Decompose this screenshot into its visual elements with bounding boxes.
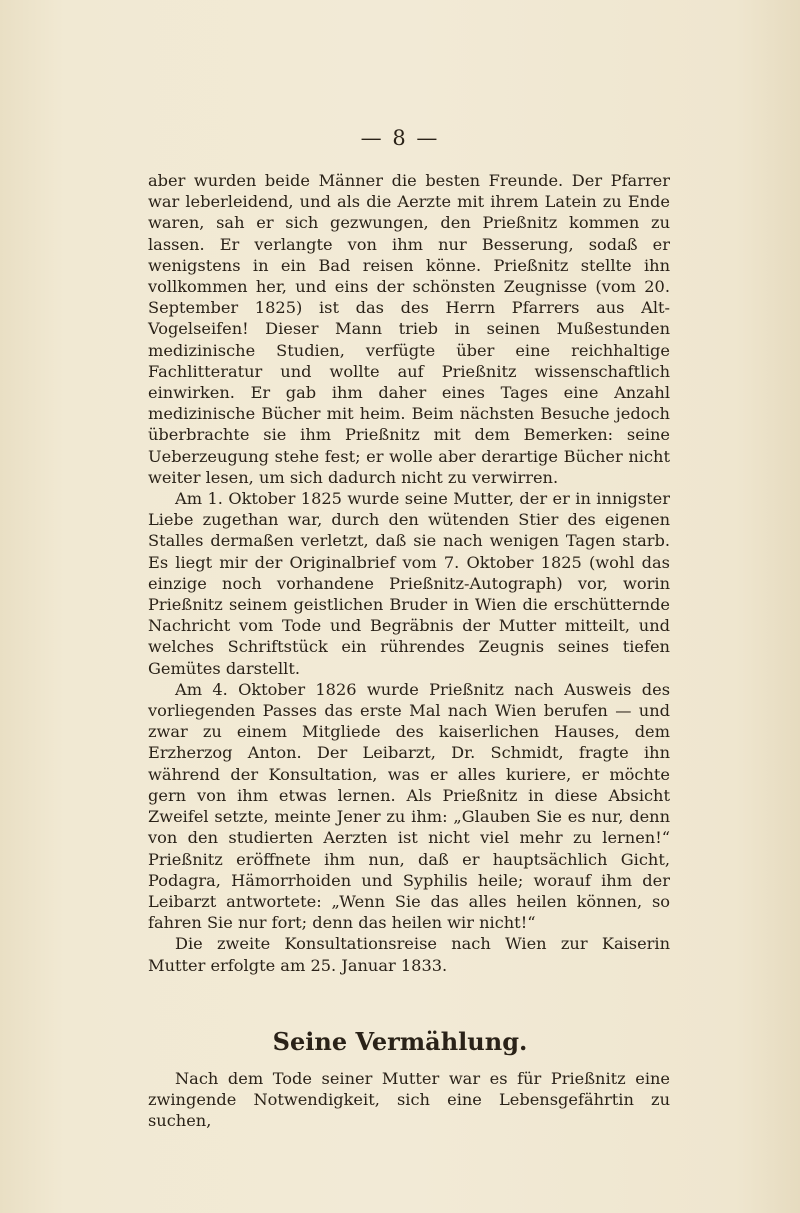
paragraph-3: Am 4. Oktober 1826 wurde Prießnitz nach Ausweis des vorliegenden Passes das erste Mal nach Wien berufen — und zwar zu einem Mitgliede des kaiserlichen Hauses, dem Erzherzog Anton. Der Leibarzt, Dr. Schmidt, fragte ihn während der Konsultation, was er alles kuriere, er möchte gern von ihm etwas lernen. Als Prießnitz in diese Absicht Zweifel setzte, meinte Jener zu ihm: „Glauben Sie es nur, denn von den studierten Aerzten ist nicht viel mehr zu lernen!“ Prießnitz eröffnete ihm nun, daß er hauptsächlich Gicht, Podagra, Hämorrhoiden und Syphilis heile; worauf ihm der Leibarzt antwortete: „Wenn Sie das alles heilen können, so fahren Sie nur fort; denn das heilen wir nicht!“ — [148, 679, 670, 933]
page-number: — 8 — — [360, 126, 440, 150]
main-text — [148, 170, 670, 976]
section-text — [148, 1068, 670, 1132]
paragraph-1: aber wurden beide Männer die besten Freunde. Der Pfarrer war leberleidend, und als die Aerzte mit ihrem Latein zu Ende waren, sah er sich gezwungen, den Prießnitz kommen zu lassen. Er verlangte von ihm nur Besserung, sodaß er wenigstens in ein Bad reisen könne. Prießnitz stellte ihn vollkommen her, und eins der schönsten Zeugnisse (vom 20. September 1825) ist das des Herrn Pfarrers aus Alt-Vogelseifen! Dieser Mann trieb in seinen Mußestunden medizinische Studien, verfügte über eine reichhaltige Fachlitteratur und wollte auf Prießnitz wissenschaftlich einwirken. Er gab ihm daher eines Tages eine Anzahl medizinische Bücher mit heim. Beim nächsten Besuche jedoch überbrachte sie ihm Prießnitz mit dem Bemerken: seine Ueberzeugung stehe fest; er wolle aber derartige Bücher nicht weiter lesen, um sich dadurch nicht zu verwirren. — [148, 171, 670, 487]
section-heading: Seine Vermählung. — [272, 1027, 528, 1056]
section-paragraph-1: Nach dem Tode seiner Mutter war es für Prießnitz eine zwingende Notwendigkeit, sich eine Lebensgefährtin zu suchen, — [148, 1069, 670, 1131]
paragraph-4: Die zweite Konsultationsreise nach Wien zur Kaiserin Mutter erfolgte am 25. Januar 1833. — [148, 934, 670, 975]
paragraph-2: Am 1. Oktober 1825 wurde seine Mutter, der er in innigster Liebe zugethan war, durch den wütenden Stier des eigenen Stalles dermaßen verletzt, daß sie nach wenigen Tagen starb. Es liegt mir der Originalbrief vom 7. Oktober 1825 (wohl das einzige noch vorhandene Prießnitz-Autograph) vor, worin Prießnitz seinem geistlichen Bruder in Wien die erschütternde Nachricht vom Tode und Begräbnis der Mutter mitteilt, und welches Schriftstück ein rührendes Zeugnis seines tiefen Gemütes darstellt. — [148, 489, 670, 678]
